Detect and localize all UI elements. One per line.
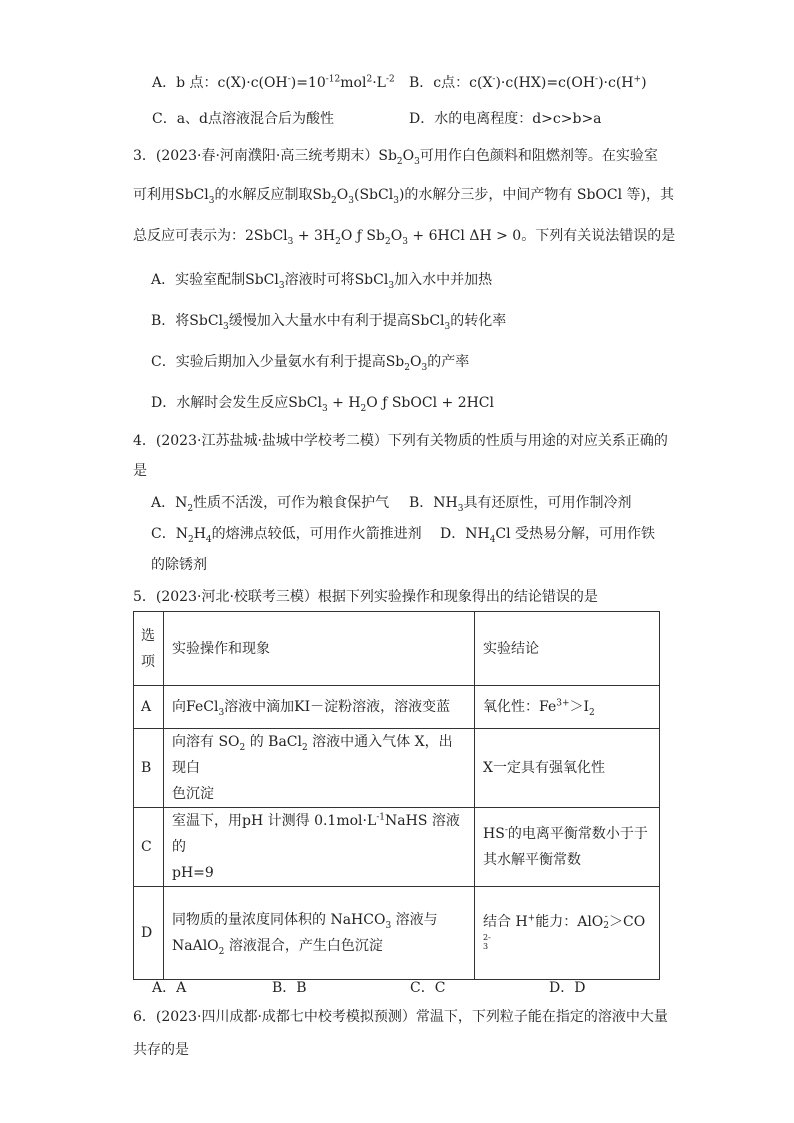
sub: 3	[287, 236, 294, 247]
sub: 3	[457, 503, 464, 514]
sub: 2	[302, 742, 308, 753]
text: O	[336, 187, 349, 203]
conclusion-cell	[475, 808, 660, 887]
text: 室温下，用pH 计测得 0.1mol·L	[172, 813, 377, 829]
text: 性质不活泼，可作为粮食保护气	[193, 495, 390, 511]
text: HS	[483, 826, 505, 842]
text: 的转化率	[450, 313, 507, 329]
sup: 2	[366, 74, 373, 85]
sub: 2	[239, 742, 246, 753]
q4-option-d-line2: 的除锈剂	[151, 557, 207, 573]
sub: 2	[404, 362, 410, 373]
sub: 3	[414, 156, 420, 167]
operation-cell	[164, 729, 475, 808]
sub: 2	[331, 195, 337, 206]
q5-answer-c: C．C	[410, 980, 446, 996]
text: O ƒ SbOCl + 2HCl	[366, 395, 494, 411]
q3-option-a	[151, 272, 493, 291]
q4-option-b	[409, 495, 632, 514]
sup: 3+	[556, 698, 570, 709]
sup: -12	[325, 74, 341, 85]
conclusion-cell	[475, 686, 660, 729]
header-option-cell	[134, 612, 164, 686]
sup: -	[492, 74, 496, 85]
text: 的 BaCl	[245, 734, 302, 750]
text: + H	[327, 395, 361, 411]
text: 溶液与	[391, 912, 438, 928]
q2-option-b-label: B．c点：	[409, 75, 470, 91]
sub: 2	[360, 403, 367, 414]
sup: +	[527, 913, 536, 924]
sub: 2	[187, 503, 194, 514]
sub: 3	[278, 280, 285, 291]
q2-option-a	[152, 76, 395, 90]
text: NaAlO	[172, 938, 219, 954]
text: 能力：AlO	[535, 914, 604, 930]
text: D．NH	[440, 526, 490, 542]
option-cell: C	[134, 808, 164, 887]
q2-option-a-math: c(X)·c(OH	[217, 75, 288, 91]
sub: 2	[335, 236, 341, 247]
sup: -	[287, 74, 291, 85]
q3-option-d	[151, 395, 494, 414]
sub: 3	[218, 707, 225, 718]
text: 的水解反应制取Sb	[214, 187, 332, 203]
text: 其水解平衡常数	[483, 852, 581, 868]
header-operation-cell: 实验操作和现象	[164, 612, 475, 686]
sup: -	[504, 825, 508, 836]
text: B．将SbCl	[151, 313, 224, 329]
q2-option-a-mid: )=10	[290, 75, 326, 91]
charge-subsup: - 2	[603, 912, 610, 931]
sub: 2	[187, 534, 194, 545]
table-header-row	[134, 612, 660, 686]
text: 溶液中滴加KI－淀粉溶液，溶液变蓝	[224, 699, 451, 715]
text: 项	[141, 653, 155, 670]
text: + 3H	[293, 228, 336, 244]
q5-stem: 5．(2023·河北·校联考三模）根据下列实验操作和现象得出的结论错误的是	[133, 589, 598, 605]
sub: 3	[208, 195, 215, 206]
sup: -2	[385, 74, 395, 85]
text: O ƒ Sb	[340, 228, 385, 244]
q5-answer-b: B．B	[272, 980, 307, 996]
text: D．水解时会发生反应SbCl	[151, 395, 322, 411]
text: O	[410, 354, 422, 370]
text: + 6HCl ΔH > 0。下列有关说法错误的是	[407, 228, 676, 244]
header-conclusion-cell: 实验结论	[475, 612, 660, 686]
q2-option-b-math: c(X	[469, 75, 493, 91]
text: 结合 H	[483, 914, 528, 930]
text: 溶液时可将SbCl	[284, 272, 389, 288]
q6-stem-line2: 共存的是	[133, 1042, 189, 1058]
text: A．实验室配制SbCl	[151, 272, 279, 288]
text: ＞CO	[609, 914, 646, 930]
conclusion-cell	[475, 887, 660, 980]
text: NaHS 溶液的	[172, 813, 460, 855]
sub: 3	[385, 920, 392, 931]
sub: 4	[205, 534, 212, 545]
text: 选	[141, 627, 155, 644]
sub: 3	[421, 362, 428, 373]
sup: -	[595, 74, 599, 85]
sub: 3	[321, 403, 328, 414]
text: 3．(2023·春·河南濮阳·高三统考期末）Sb	[133, 148, 397, 164]
q2-option-b-math: )·c(H	[598, 75, 634, 91]
sub: 2	[396, 156, 403, 167]
sub: 3	[348, 195, 354, 206]
q2-option-a-label: A．b 点：	[152, 75, 218, 91]
text: 加入水中并加热	[394, 272, 493, 288]
text: )的水解分三步，中间产物有 SbOCl 等)，其	[398, 187, 674, 203]
q5-answer-d: D．D	[549, 980, 586, 996]
q4-option-a	[151, 495, 390, 514]
operation-cell	[164, 887, 475, 980]
text: 的熔沸点较低，可用作火箭推进剂	[211, 526, 422, 542]
table-row	[134, 808, 660, 887]
q2-option-b-math: )·c(HX)=c(OH	[495, 75, 596, 91]
text: 色沉淀	[172, 786, 214, 802]
q2-option-c: C．a、d点溶液混合后为酸性	[152, 111, 335, 127]
q3-stem-line3	[133, 228, 676, 247]
text: 总反应可表示为：2SbCl	[133, 228, 288, 244]
q3-stem-line1	[133, 148, 658, 167]
text: H	[193, 526, 206, 542]
sub: 2	[218, 946, 225, 957]
q3-option-c	[151, 354, 470, 373]
text: C．实验后期加入少量氨水有利于提高Sb	[151, 354, 405, 370]
q4-option-d	[440, 526, 656, 545]
q4-stem-line1: 4．(2023·江苏盐城·盐城中学校考二模）下列有关物质的性质与用途的对应关系正确的	[133, 433, 668, 449]
text: 可用作白色颜料和阻燃剂等。在实验室	[419, 148, 658, 164]
q3-stem-line2	[133, 187, 674, 206]
q2-option-a-unit: mol	[340, 75, 367, 91]
text: ＞I	[569, 699, 590, 715]
text: 同物质的量浓度同体积的 NaHCO	[172, 912, 386, 928]
q3-option-b	[151, 313, 507, 332]
q5-experiment-table	[133, 611, 660, 980]
option-cell: A	[134, 686, 164, 729]
q5-answer-a: A．A	[152, 980, 187, 996]
q2-option-b-math: )	[641, 75, 647, 91]
text: 氧化性：Fe	[483, 699, 557, 715]
q2-option-a-unit2: ·L	[372, 75, 386, 91]
conclusion-cell: X一定具有强氧化性	[475, 729, 660, 808]
sub: 2	[385, 236, 391, 247]
text: C．N	[151, 526, 188, 542]
text: O	[402, 148, 415, 164]
sub: 3	[444, 321, 451, 332]
text: 向FeCl	[172, 699, 219, 715]
text: 2-	[483, 933, 491, 942]
q2-option-b	[409, 76, 647, 90]
table-row	[134, 887, 660, 980]
text: 向溶有 SO	[172, 734, 240, 750]
sub: 2	[589, 707, 595, 718]
sub: 3	[402, 236, 408, 247]
text: A．N	[151, 495, 188, 511]
sup: +	[633, 74, 642, 85]
operation-cell	[164, 686, 475, 729]
text: 的产率	[427, 354, 470, 370]
sub: 3	[393, 195, 399, 206]
q4-option-c	[151, 526, 422, 545]
sup: -1	[376, 812, 386, 823]
text: (SbCl	[354, 187, 394, 203]
q2-option-d: D．水的电离程度：d>c>b>a	[409, 111, 602, 127]
text: 可利用SbCl	[133, 187, 209, 203]
text: 缓慢加入大量水中有利于提高SbCl	[228, 313, 445, 329]
sub: 3	[388, 280, 395, 291]
text: B．NH	[409, 495, 458, 511]
q4-stem-line2: 是	[133, 463, 147, 479]
text: O	[390, 228, 403, 244]
text: 3	[483, 942, 489, 951]
text: 具有还原性，可用作制冷剂	[463, 495, 632, 511]
text: pH=9	[172, 865, 214, 881]
text: 溶液中通入气体 X，出现白	[172, 734, 453, 776]
text: Cl 受热易分解，可用作铁	[495, 526, 656, 542]
sub: 3	[223, 321, 229, 332]
table-row	[134, 686, 660, 729]
text: 的电离平衡常数小于于	[507, 826, 648, 842]
option-cell: D	[134, 887, 164, 980]
text: 溶液混合，产生白色沉淀	[224, 938, 383, 954]
option-cell: B	[134, 729, 164, 808]
q6-stem-line1: 6．(2023·四川成都·成都七中校考模拟预测）常温下，下列粒子能在指定的溶液中大量	[133, 1009, 668, 1025]
sub: 4	[489, 534, 496, 545]
table-row	[134, 729, 660, 808]
operation-cell	[164, 808, 475, 887]
broken-subscript	[483, 933, 491, 951]
